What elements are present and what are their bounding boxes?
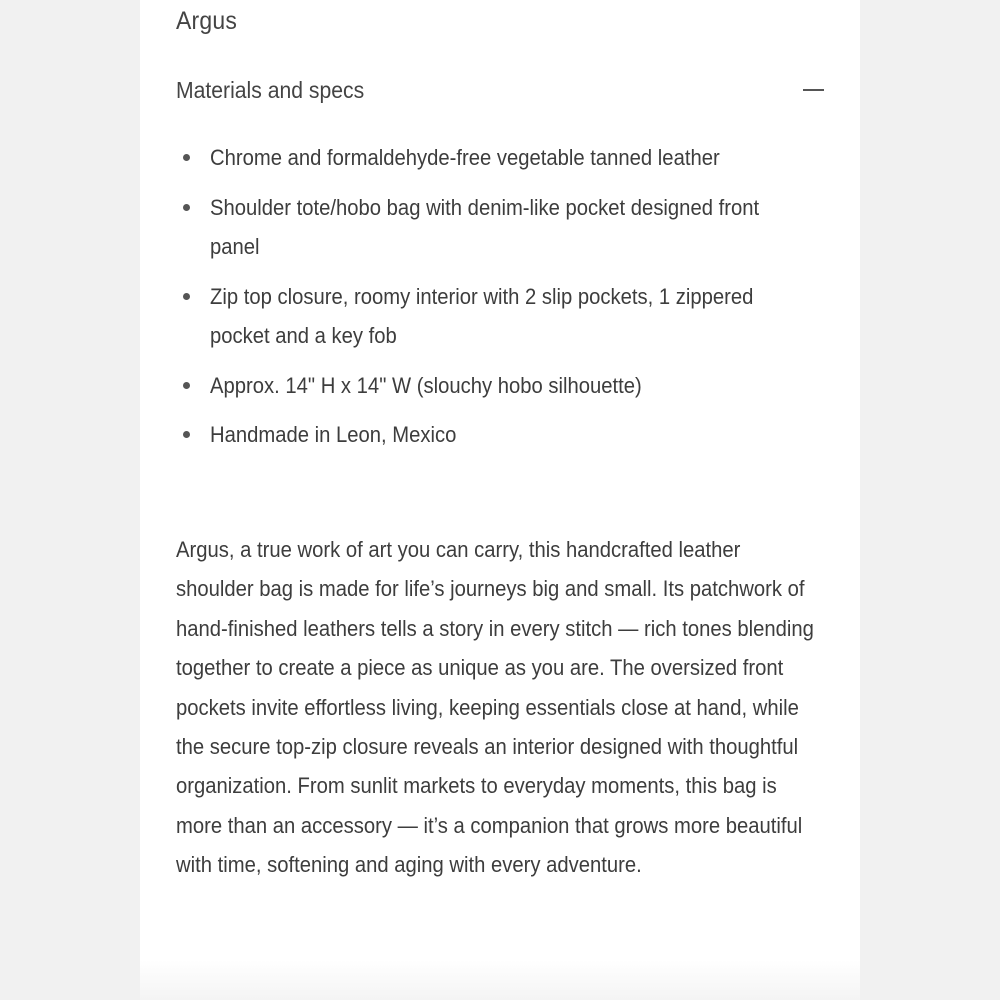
bullet-icon [183,204,190,211]
accordion-title: Materials and specs [176,77,365,103]
spec-text: Approx. 14" H x 14" W (slouchy hobo silhouette) [210,372,642,398]
list-item [176,138,824,178]
materials-specs-accordion-header[interactable] [176,72,824,108]
bottom-fade [140,960,860,1000]
product-title: Argus [176,7,238,35]
spec-text: Shoulder tote/hobo bag with denim-like pocket designed front panel [210,194,760,259]
spec-text: Zip top closure, roomy interior with 2 slip pockets, 1 zippered pocket and a key fob [210,283,754,348]
bullet-icon [183,154,190,161]
bullet-icon [183,431,190,438]
spec-text: Chrome and formaldehyde-free vegetable tanned leather [210,145,720,170]
product-description: Argus, a true work of art you can carry, this handcrafted leather shoulder bag is made for life’s journeys big and small. Its patchwork of hand-finished leathers tells a story in every stitch — rich tones blending together to create a piece as unique as you are. The oversized front pockets invite effortless living, keeping essentials close at hand, while the secure top-zip closure reveals an interior designed with thoughtful organization. From sunlit markets to everyday moments, this bag is more than an accessory — it’s a companion that grows more beautiful with time, softening and aging with every adventure. [176,537,814,878]
bullet-icon [183,382,190,389]
bullet-icon [183,293,190,300]
product-details-card [140,0,860,1000]
list-item [176,277,824,356]
specs-list [176,138,824,465]
minus-icon[interactable] [803,89,824,91]
list-item [176,366,824,406]
list-item [176,415,824,455]
list-item [176,188,824,267]
spec-text: Handmade in Leon, Mexico [210,422,457,447]
